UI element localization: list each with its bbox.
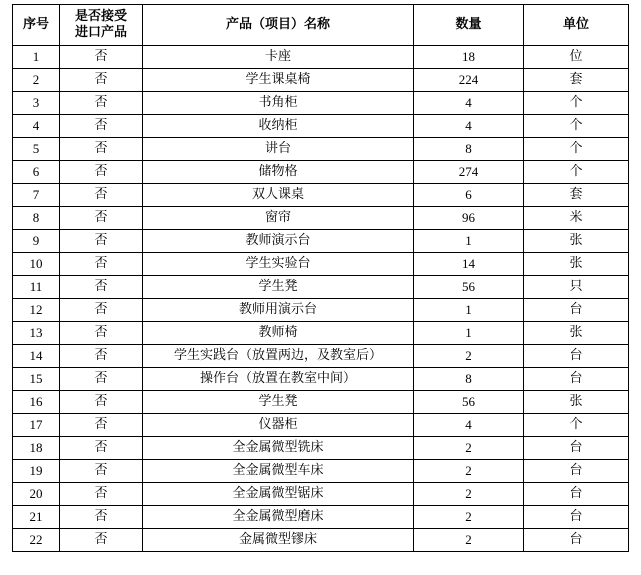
- cell-quantity: 4: [414, 115, 524, 138]
- cell-accept-import: 否: [60, 92, 143, 115]
- cell-index: 8: [13, 207, 60, 230]
- table-row: [13, 483, 629, 506]
- header-accept-import-line2: 进口产品: [74, 25, 127, 40]
- cell-unit: 张: [524, 322, 629, 345]
- cell-unit: 张: [524, 230, 629, 253]
- cell-product-name: 讲台: [143, 138, 414, 161]
- product-table-container: [12, 4, 629, 552]
- cell-accept-import: 否: [60, 345, 143, 368]
- cell-unit: 只: [524, 276, 629, 299]
- cell-unit: 个: [524, 138, 629, 161]
- table-row: [13, 368, 629, 391]
- cell-index: 1: [13, 46, 60, 69]
- cell-product-name: 书角柜: [143, 92, 414, 115]
- cell-product-name: 仪器柜: [143, 414, 414, 437]
- cell-product-name: 卡座: [143, 46, 414, 69]
- cell-accept-import: 否: [60, 483, 143, 506]
- cell-accept-import: 否: [60, 230, 143, 253]
- cell-product-name: 金属微型镠床: [143, 529, 414, 552]
- cell-index: 2: [13, 69, 60, 92]
- cell-accept-import: 否: [60, 529, 143, 552]
- cell-quantity: 2: [414, 437, 524, 460]
- cell-index: 19: [13, 460, 60, 483]
- cell-quantity: 1: [414, 322, 524, 345]
- cell-accept-import: 否: [60, 184, 143, 207]
- product-table: [12, 4, 629, 552]
- table-row: [13, 161, 629, 184]
- cell-accept-import: 否: [60, 46, 143, 69]
- table-row: [13, 253, 629, 276]
- table-row: [13, 391, 629, 414]
- cell-product-name: 双人课桌: [143, 184, 414, 207]
- cell-quantity: 274: [414, 161, 524, 184]
- cell-product-name: 全金属微型磨床: [143, 506, 414, 529]
- cell-index: 14: [13, 345, 60, 368]
- table-row: [13, 322, 629, 345]
- cell-accept-import: 否: [60, 391, 143, 414]
- cell-accept-import: 否: [60, 161, 143, 184]
- cell-product-name: 收纳柜: [143, 115, 414, 138]
- cell-index: 10: [13, 253, 60, 276]
- cell-index: 12: [13, 299, 60, 322]
- cell-quantity: 1: [414, 230, 524, 253]
- cell-product-name: 储物格: [143, 161, 414, 184]
- cell-accept-import: 否: [60, 69, 143, 92]
- cell-accept-import: 否: [60, 414, 143, 437]
- table-row: [13, 414, 629, 437]
- cell-index: 13: [13, 322, 60, 345]
- cell-index: 17: [13, 414, 60, 437]
- cell-product-name: 全金属微型锯床: [143, 483, 414, 506]
- table-row: [13, 460, 629, 483]
- cell-index: 9: [13, 230, 60, 253]
- cell-unit: 台: [524, 460, 629, 483]
- cell-quantity: 2: [414, 345, 524, 368]
- cell-unit: 台: [524, 345, 629, 368]
- table-row: [13, 506, 629, 529]
- cell-quantity: 2: [414, 529, 524, 552]
- header-unit: 单位: [524, 5, 629, 46]
- cell-index: 18: [13, 437, 60, 460]
- cell-unit: 台: [524, 299, 629, 322]
- cell-quantity: 18: [414, 46, 524, 69]
- table-row: [13, 207, 629, 230]
- cell-quantity: 14: [414, 253, 524, 276]
- cell-index: 16: [13, 391, 60, 414]
- table-row: [13, 276, 629, 299]
- cell-index: 22: [13, 529, 60, 552]
- header-accept-import: [60, 5, 143, 46]
- cell-quantity: 8: [414, 138, 524, 161]
- cell-accept-import: 否: [60, 207, 143, 230]
- table-body: [13, 46, 629, 552]
- table-row: [13, 437, 629, 460]
- header-index: 序号: [13, 5, 60, 46]
- cell-quantity: 6: [414, 184, 524, 207]
- table-row: [13, 69, 629, 92]
- cell-unit: 台: [524, 529, 629, 552]
- cell-unit: 位: [524, 46, 629, 69]
- cell-quantity: 4: [414, 414, 524, 437]
- cell-index: 21: [13, 506, 60, 529]
- cell-product-name: 学生实践台（放置两边，及教室后）: [143, 345, 414, 368]
- cell-quantity: 96: [414, 207, 524, 230]
- table-row: [13, 299, 629, 322]
- cell-quantity: 2: [414, 483, 524, 506]
- cell-index: 5: [13, 138, 60, 161]
- cell-accept-import: 否: [60, 138, 143, 161]
- cell-unit: 个: [524, 115, 629, 138]
- cell-accept-import: 否: [60, 506, 143, 529]
- cell-quantity: 56: [414, 276, 524, 299]
- cell-index: 3: [13, 92, 60, 115]
- cell-product-name: 教师用演示台: [143, 299, 414, 322]
- cell-unit: 套: [524, 184, 629, 207]
- cell-unit: 套: [524, 69, 629, 92]
- cell-product-name: 全金属微型铣床: [143, 437, 414, 460]
- cell-product-name: 学生实验台: [143, 253, 414, 276]
- cell-accept-import: 否: [60, 368, 143, 391]
- cell-accept-import: 否: [60, 299, 143, 322]
- cell-unit: 台: [524, 368, 629, 391]
- table-row: [13, 115, 629, 138]
- cell-unit: 张: [524, 391, 629, 414]
- table-header: [13, 5, 629, 46]
- cell-product-name: 学生课桌椅: [143, 69, 414, 92]
- cell-product-name: 教师椅: [143, 322, 414, 345]
- cell-accept-import: 否: [60, 253, 143, 276]
- cell-accept-import: 否: [60, 460, 143, 483]
- table-row: [13, 345, 629, 368]
- header-accept-import-line1: 是否接受: [74, 9, 127, 24]
- cell-unit: 台: [524, 437, 629, 460]
- cell-product-name: 学生凳: [143, 391, 414, 414]
- cell-accept-import: 否: [60, 276, 143, 299]
- cell-unit: 米: [524, 207, 629, 230]
- cell-accept-import: 否: [60, 322, 143, 345]
- cell-unit: 个: [524, 414, 629, 437]
- cell-unit: 张: [524, 253, 629, 276]
- cell-unit: 个: [524, 92, 629, 115]
- table-row: [13, 529, 629, 552]
- cell-accept-import: 否: [60, 437, 143, 460]
- table-row: [13, 138, 629, 161]
- cell-product-name: 全金属微型车床: [143, 460, 414, 483]
- cell-product-name: 教师演示台: [143, 230, 414, 253]
- cell-quantity: 1: [414, 299, 524, 322]
- cell-product-name: 操作台（放置在教室中间）: [143, 368, 414, 391]
- cell-quantity: 4: [414, 92, 524, 115]
- header-row: [13, 5, 629, 46]
- cell-product-name: 窗帘: [143, 207, 414, 230]
- cell-index: 11: [13, 276, 60, 299]
- table-row: [13, 184, 629, 207]
- cell-quantity: 224: [414, 69, 524, 92]
- cell-unit: 个: [524, 161, 629, 184]
- table-row: [13, 230, 629, 253]
- cell-quantity: 56: [414, 391, 524, 414]
- header-product-name: 产品（项目）名称: [143, 5, 414, 46]
- cell-quantity: 2: [414, 460, 524, 483]
- cell-accept-import: 否: [60, 115, 143, 138]
- cell-unit: 台: [524, 506, 629, 529]
- cell-quantity: 2: [414, 506, 524, 529]
- table-row: [13, 92, 629, 115]
- table-row: [13, 46, 629, 69]
- cell-product-name: 学生凳: [143, 276, 414, 299]
- cell-unit: 台: [524, 483, 629, 506]
- cell-index: 15: [13, 368, 60, 391]
- cell-quantity: 8: [414, 368, 524, 391]
- cell-index: 6: [13, 161, 60, 184]
- header-quantity: 数量: [414, 5, 524, 46]
- cell-index: 4: [13, 115, 60, 138]
- cell-index: 20: [13, 483, 60, 506]
- cell-index: 7: [13, 184, 60, 207]
